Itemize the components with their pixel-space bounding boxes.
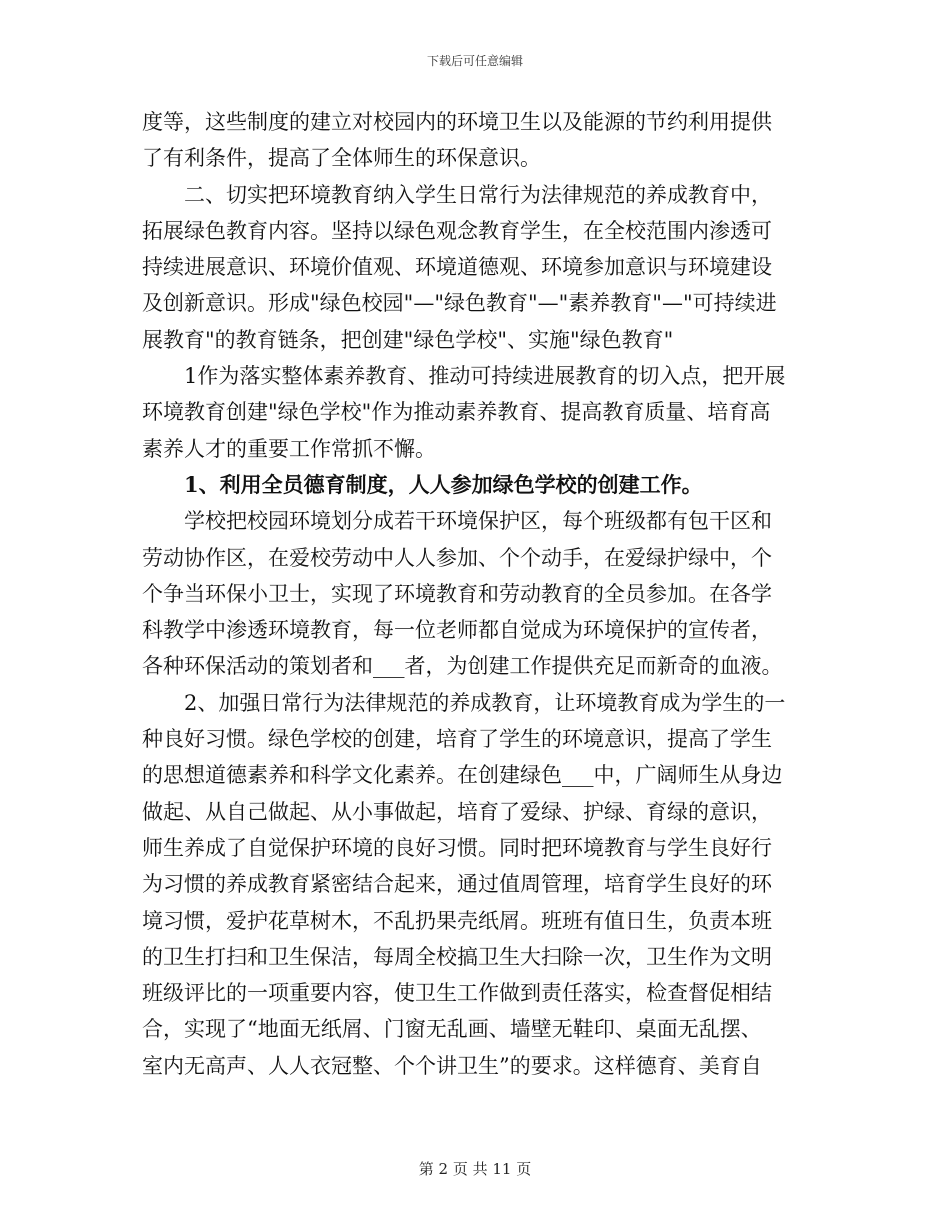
text-line: 种良好习惯。绿色学校的创建，培育了学生的环境意识，提高了学生 (142, 727, 772, 752)
page-footer: 第 2 页 共 11 页 (418, 1160, 532, 1178)
text-line: 师生养成了自觉保护环境的良好习惯。同时把环境教育与学生良好行 (142, 835, 772, 860)
text-line: 及创新意识。形成"绿色校园"—"绿色教育"—"素养教育"—"可持续进 (142, 291, 777, 316)
text-line: 各种环保活动的策划者和___者，为创建工作提供充足而新奇的血液。 (142, 654, 783, 679)
text-line: 境习惯，爱护花草树木，不乱扔果壳纸屑。班班有值日生，负责本班 (142, 908, 772, 933)
text-line: 室内无高声、人人衣冠整、个个讲卫生”的要求。这样德育、美育自 (142, 1053, 762, 1078)
text-line: 科教学中渗透环境教育，每一位老师都自觉成为环境保护的宣传者， (142, 618, 772, 643)
text-line: 劳动协作区，在爱校劳动中人人参加、个个动手，在爱绿护绿中，个 (142, 545, 772, 570)
text-line: 合，实现了“地面无纸屑、门窗无乱画、墙壁无鞋印、桌面无乱摆、 (142, 1017, 762, 1042)
page-header: 下载后可任意编辑 (426, 54, 523, 68)
text-line: 学校把校园环境划分成若干环境保护区，每个班级都有包干区和 (142, 509, 772, 534)
text-line: 做起、从自己做起、从小事做起，培育了爱绿、护绿、育绿的意识， (142, 799, 772, 824)
text-line: 2、加强日常行为法律规范的养成教育，让环境教育成为学生的一 (142, 690, 786, 715)
text-line: 二、切实把环境教育纳入学生日常行为法律规范的养成教育中， (142, 182, 772, 207)
document-body (142, 104, 810, 1084)
text-line: 度等，这些制度的建立对校园内的环境卫生以及能源的节约利用提供 (142, 110, 772, 134)
text-line: 1作为落实整体素养教育、推动可持续进展教育的切入点，把开展 (142, 364, 786, 389)
section-heading-line: 1、利用全员德育制度，人人参加绿色学校的创建工作。 (142, 471, 703, 497)
text-line: 环境教育创建"绿色学校"作为推动素养教育、提高教育质量、培育高 (142, 400, 771, 425)
text-line: 持续进展意识、环境价值观、环境道德观、环境参加意识与环境建设 (142, 255, 772, 280)
text-line: 拓展绿色教育内容。坚持以绿色观念教育学生，在全校范围内渗透可 (142, 218, 772, 243)
text-line: 的卫生打扫和卫生保洁，每周全校搞卫生大扫除一次，卫生作为文明 (142, 944, 772, 969)
text-line: 展教育"的教育链条，把创建"绿色学校"、实施"绿色教育" (142, 327, 674, 352)
text-line: 素养人才的重要工作常抓不懈。 (142, 436, 436, 461)
text-line: 个争当环保小卫士，实现了环境教育和劳动教育的全员参加。在各学 (142, 581, 772, 606)
text-line: 为习惯的养成教育紧密结合起来，通过值周管理，培育学生良好的环 (142, 872, 772, 897)
text-line: 班级评比的一项重要内容，使卫生工作做到责任落实，检查督促相结 (142, 981, 772, 1006)
text-line: 了有利条件，提高了全体师生的环保意识。 (142, 146, 541, 171)
text-line: 的思想道德素养和科学文化素养。在创建绿色___中，广阔师生从身边 (142, 763, 783, 788)
